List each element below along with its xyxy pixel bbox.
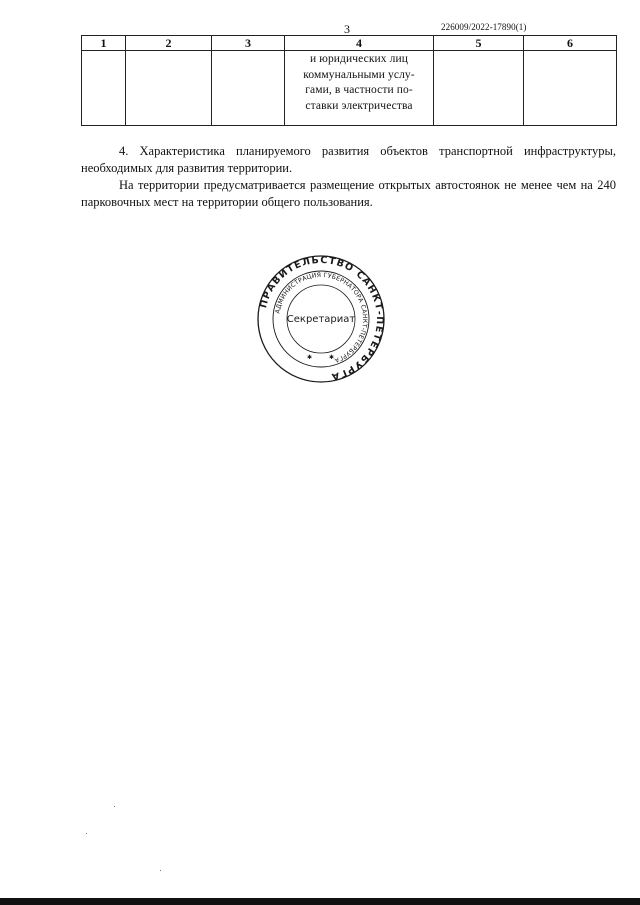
table-cell-4 <box>285 51 434 126</box>
seal-star-icon: ✱ <box>329 354 335 361</box>
column-header-4: 4 <box>285 36 434 51</box>
seal-star-icon: ✱ <box>307 354 313 361</box>
table-header-row <box>82 36 617 51</box>
table-cell-3 <box>212 51 285 126</box>
table-row <box>82 51 617 126</box>
seal-inner-text: АДМИНИСТРАЦИЯ ГУБЕРНАТОРА САНКТ-ПЕТЕРБУРГА <box>274 271 369 364</box>
column-header-2: 2 <box>126 36 212 51</box>
table-cell-1 <box>82 51 126 126</box>
cell-4-line: ставки электричества <box>305 99 413 112</box>
continuation-table <box>81 35 617 126</box>
column-header-3: 3 <box>212 36 285 51</box>
cell-4-line: гами, в частности по- <box>305 84 413 96</box>
seal-center-text: Секретариат <box>286 314 356 325</box>
cell-4-line: коммунальными услу- <box>303 68 415 81</box>
scan-speck <box>114 806 115 807</box>
scan-speck <box>86 833 87 834</box>
scan-speck <box>160 870 161 871</box>
scan-bottom-edge <box>0 898 640 905</box>
column-header-5: 5 <box>434 36 524 51</box>
table-cell-6 <box>524 51 617 126</box>
table-cell-2 <box>126 51 212 126</box>
section-4-heading-paragraph: 4. Характеристика планируемого развития объектов транспортной инфраструктуры, необходимых для развития территории. <box>81 144 616 175</box>
cell-4-line: и юридических лиц <box>310 53 408 65</box>
column-header-1: 1 <box>82 36 126 51</box>
secretariat-seal <box>257 255 385 383</box>
page-number: 3 <box>344 22 350 36</box>
section-4-body-paragraph: На территории предусматривается размещение открытых автостоянок не менее чем на 240 парковочных мест на территории общего пользования. <box>81 178 616 209</box>
seal-outer-text: ПРАВИТЕЛЬСТВО САНКТ-ПЕТЕРБУРГА <box>258 255 385 383</box>
cell-4-text <box>285 51 433 114</box>
table-cell-5 <box>434 51 524 126</box>
document-id: 226009/2022-17890(1) <box>441 22 527 32</box>
column-header-6: 6 <box>524 36 617 51</box>
